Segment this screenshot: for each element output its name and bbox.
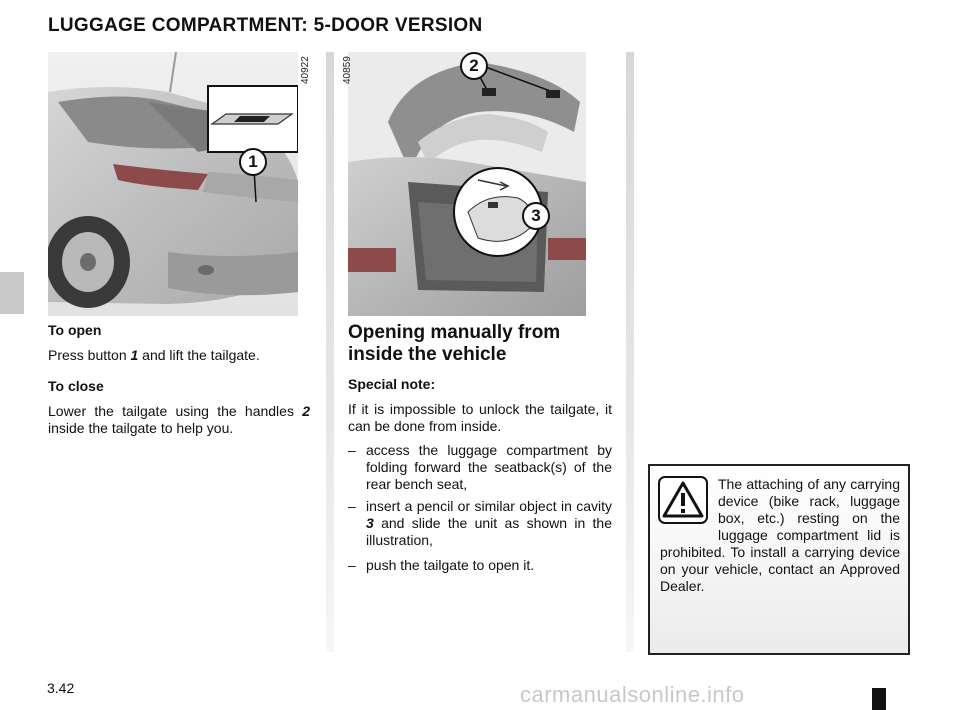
bullet-3-text: push the tailgate to open it. xyxy=(366,557,535,573)
bullet-2-text: insert a pencil or similar object in cavity 3 and slide the unit as shown in the illustration, xyxy=(366,498,612,548)
to-open-ref: 1 xyxy=(130,347,139,363)
bullet-2-ref: 3 xyxy=(366,515,374,531)
section-tab xyxy=(0,272,24,314)
special-note-intro: If it is impossible to unlock the tailgate, it can be done from inside. xyxy=(348,401,612,434)
figure-left-ref: 40922 xyxy=(300,56,311,84)
bullet-2-dash: – xyxy=(348,498,356,514)
bullet-1-text: access the luggage compartment by folding forward the seatback(s) of the rear bench seat, xyxy=(366,442,612,492)
figure-tailgate-open xyxy=(348,52,586,316)
special-note-heading: Special note: xyxy=(348,376,436,392)
to-open-heading: To open xyxy=(48,322,102,338)
to-open-text-after: and lift the tailgate. xyxy=(138,347,260,363)
figure-tailgate-button xyxy=(48,52,298,316)
to-close-text-after: inside the tailgate to help you. xyxy=(48,420,234,436)
open-tailgate-illustration xyxy=(348,52,586,316)
bullet-3-dash: – xyxy=(348,557,356,573)
to-open-text xyxy=(48,347,300,364)
page-title: LUGGAGE COMPARTMENT: 5-DOOR VERSION xyxy=(48,15,483,36)
callout-1: 1 xyxy=(239,148,267,176)
bullet-3 xyxy=(348,557,612,574)
callout-2: 2 xyxy=(460,52,488,80)
column-divider-right xyxy=(626,52,634,652)
bullet-2 xyxy=(348,498,612,549)
column-divider-left xyxy=(326,52,334,652)
to-close-heading: To close xyxy=(48,378,104,394)
page-number: 3.42 xyxy=(47,680,75,696)
bullet-1 xyxy=(348,442,612,493)
warning-text: The attaching of any carrying device (bike rack, luggage box, etc.) resting on the luggage compartment lid is prohibited. To install a carrying device on your vehicle, contact an Approved Dealer. xyxy=(660,476,900,594)
corner-mark xyxy=(872,688,886,710)
to-close-text xyxy=(48,403,310,437)
figure-right-ref: 40859 xyxy=(342,56,353,84)
manual-opening-heading: Opening manually from inside the vehicle xyxy=(348,322,561,365)
to-close-text-before: Lower the tailgate using the handles xyxy=(48,403,303,419)
watermark: carmanualsonline.info xyxy=(520,682,745,707)
to-close-ref: 2 xyxy=(302,403,310,419)
car-rear-illustration xyxy=(48,52,298,316)
warning-box xyxy=(648,464,910,655)
bullet-1-dash: – xyxy=(348,442,356,458)
to-open-text-before: Press button xyxy=(48,347,131,363)
callout-3: 3 xyxy=(522,202,550,230)
